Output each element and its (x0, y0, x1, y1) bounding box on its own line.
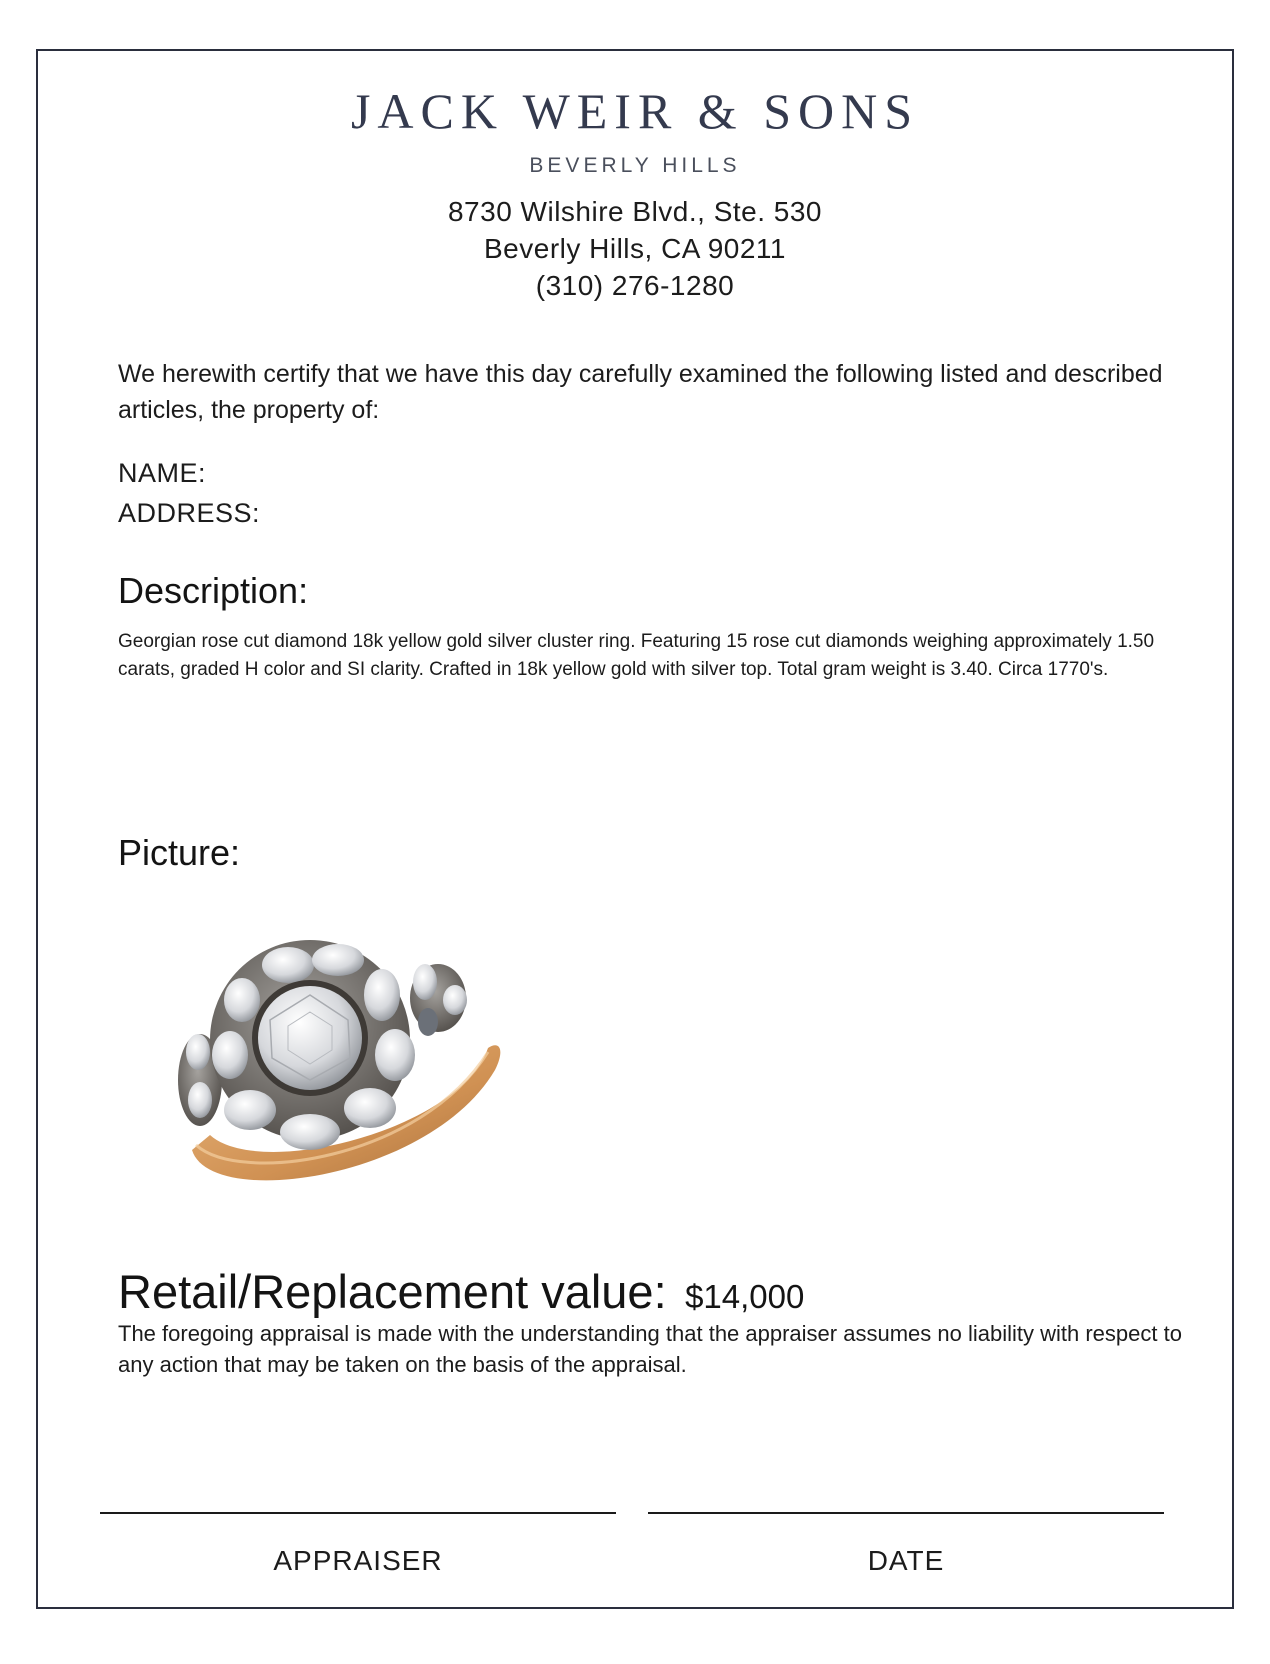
disclaimer-text: The foregoing appraisal is made with the understanding that the appraiser assumes no liability with respect to any action that may be taken on the basis of the appraisal. (118, 1321, 1182, 1377)
brand-name: JACK WEIR & SONS (350, 83, 920, 139)
appraiser-label: APPRAISER (273, 1545, 443, 1576)
description-text: Georgian rose cut diamond 18k yellow gold silver cluster ring. Featuring 15 rose cut diamonds weighing approximately 1.50 carats, graded H color and SI clarity. Crafted in 18k yellow gold with silver top. Total gram weight is 3.40. Circa 1770's. (118, 631, 1155, 680)
address-line-2: Beverly Hills, CA 90211 (484, 233, 786, 264)
value-amount: $14,000 (685, 1278, 805, 1315)
description-heading: Description: (118, 570, 309, 611)
phone-number: (310) 276-1280 (535, 270, 735, 301)
ring-photo (170, 940, 530, 1220)
picture-heading: Picture: (118, 832, 241, 873)
address-line-1: 8730 Wilshire Blvd., Ste. 530 (447, 196, 822, 227)
name-label: NAME: (118, 458, 207, 488)
certification-statement: We herewith certify that we have this day carefully examined the following listed and described articles, the property of: (118, 360, 1163, 424)
date-label: DATE (867, 1545, 945, 1576)
value-label: Retail/Replacement value: (118, 1265, 667, 1318)
brand-city: BEVERLY HILLS (529, 154, 741, 177)
appraiser-signature-line (100, 1512, 616, 1514)
value-row (118, 1264, 804, 1319)
date-signature-line (648, 1512, 1164, 1514)
address-label: ADDRESS: (118, 498, 261, 528)
